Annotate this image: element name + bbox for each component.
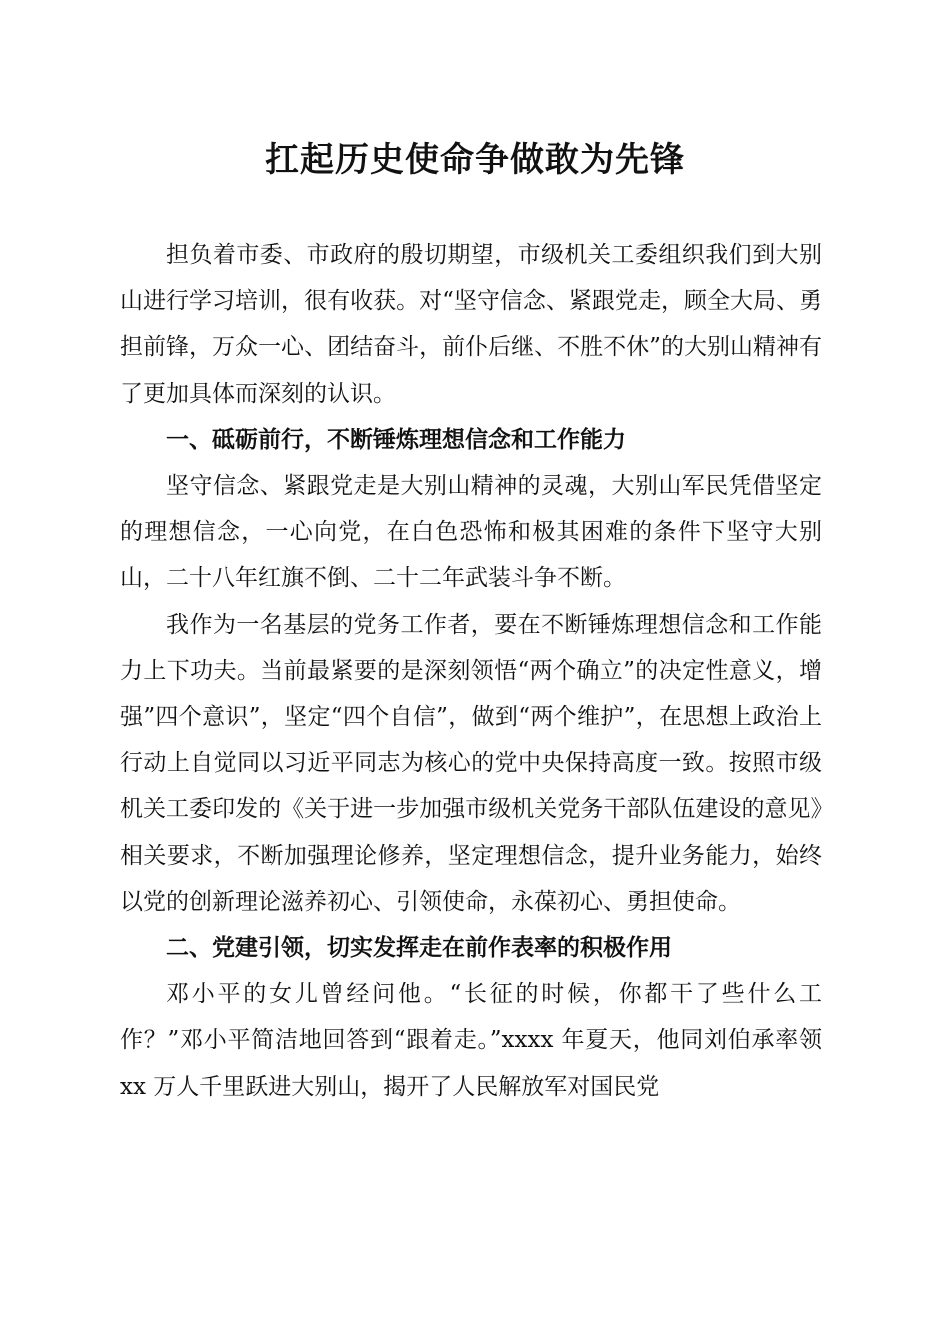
paragraph-intro: 担负着市委、市政府的殷切期望，市级机关工委组织我们到大别山进行学习培训，很有收获。对“坚守信念、紧跟党走，顾全大局、勇担前锋，万众一心、团结奋斗，前仆后继、不胜不休”的大别山精神有了更加具体而深刻的认识。 — [120, 242, 822, 407]
document-title: 扛起历史使命争做敢为先锋 — [265, 140, 685, 180]
paragraph-section1-a: 坚守信念、紧跟党走是大别山精神的灵魂，大别山军民凭借坚定的理想信念，一心向党，在白色恐怖和极其困难的条件下坚守大别山，二十八年红旗不倒、二十二年武装斗争不断。 — [120, 473, 822, 592]
section-heading-2: 二、党建引领，切实发挥走在前作表率的积极作用 — [166, 935, 672, 962]
section-heading-1: 一、砥砺前行，不断锤炼理想信念和工作能力 — [166, 426, 626, 453]
paragraph-section1-b: 我作为一名基层的党务工作者，要在不断锤炼理想信念和工作能力上下功夫。当前最紧要的是深刻领悟“两个确立”的决定性意义，增强”四个意识”，坚定“四个自信”，做到“两个维护”，在思想上政治上行动上自觉同以习近平同志为核心的党中央保持高度一致。按照市级机关工委印发的《关于进一步加强市级机关党务干部队伍建设的意见》相关要求，不断加强理论修养，坚定理想信念，提升业务能力，始终以党的创新理论滋养初心、引领使命，永葆初心、勇担使命。 — [120, 611, 822, 915]
document-body — [120, 232, 822, 1110]
paragraph-section2-a: 邓小平的女儿曾经问他。“长征的时候，你都干了些什么工作？”邓小平简洁地回答到“跟着走。”xxxx 年夏天，他同刘伯承率领 xx 万人千里跃进大别山，揭开了人民解放军对国民党 — [120, 981, 822, 1100]
